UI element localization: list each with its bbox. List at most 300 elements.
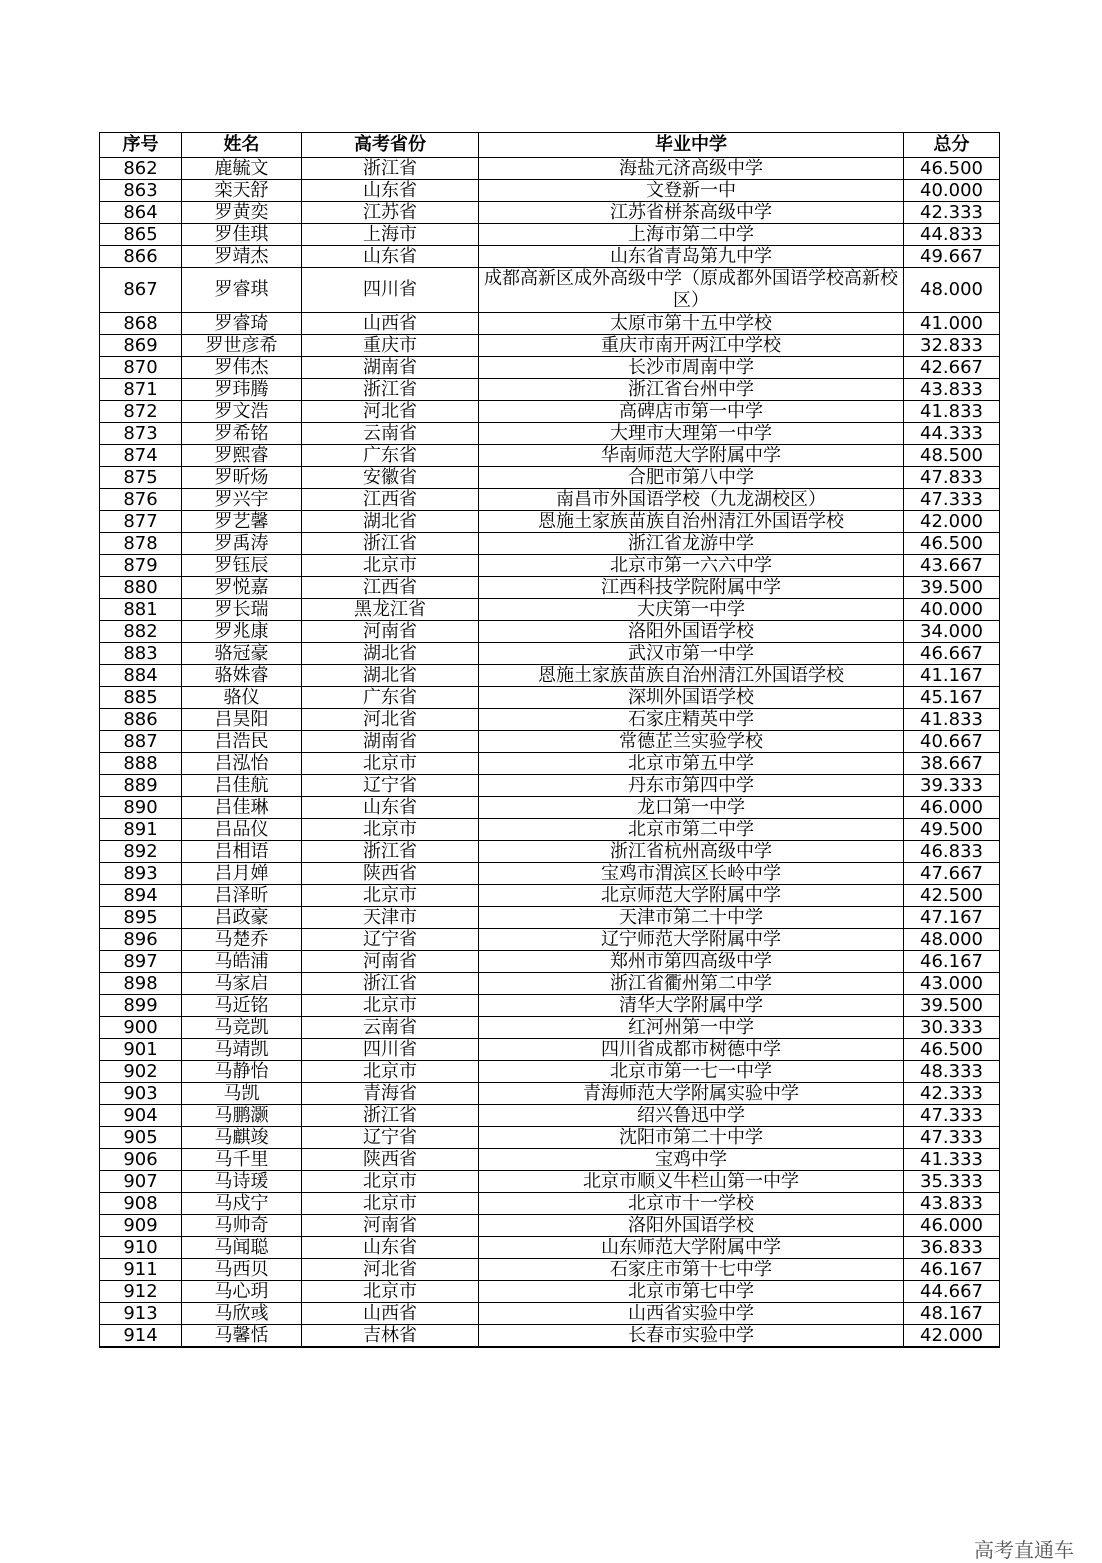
cell-name: 吕昊阳 — [182, 709, 302, 731]
cell-score: 42.333 — [904, 202, 1000, 224]
cell-index: 900 — [100, 1017, 182, 1039]
cell-school: 北京师范大学附属中学 — [479, 885, 904, 907]
cell-index: 870 — [100, 357, 182, 379]
cell-school: 文登新一中 — [479, 180, 904, 202]
cell-name: 罗熙睿 — [182, 445, 302, 467]
cell-school: 山西省实验中学 — [479, 1303, 904, 1325]
cell-school: 青海师范大学附属实验中学 — [479, 1083, 904, 1105]
cell-score: 41.333 — [904, 1149, 1000, 1171]
cell-name: 马家启 — [182, 973, 302, 995]
cell-index: 866 — [100, 246, 182, 268]
table-row — [100, 158, 1000, 180]
cell-name: 罗悦嘉 — [182, 577, 302, 599]
cell-index: 868 — [100, 313, 182, 335]
cell-school: 洛阳外国语学校 — [479, 621, 904, 643]
table-row — [100, 621, 1000, 643]
cell-name: 吕浩民 — [182, 731, 302, 753]
cell-score: 46.167 — [904, 1259, 1000, 1281]
cell-province: 河北省 — [302, 401, 479, 423]
cell-index: 879 — [100, 555, 182, 577]
cell-index: 880 — [100, 577, 182, 599]
cell-score: 30.333 — [904, 1017, 1000, 1039]
table-row — [100, 863, 1000, 885]
cell-school: 武汉市第一中学 — [479, 643, 904, 665]
cell-school: 北京市顺义牛栏山第一中学 — [479, 1171, 904, 1193]
cell-score: 40.000 — [904, 180, 1000, 202]
header-school: 毕业中学 — [479, 133, 904, 158]
table-row — [100, 445, 1000, 467]
cell-province: 河南省 — [302, 951, 479, 973]
cell-score: 46.167 — [904, 951, 1000, 973]
cell-score: 47.333 — [904, 1105, 1000, 1127]
cell-score: 46.500 — [904, 1039, 1000, 1061]
cell-name: 马心玥 — [182, 1281, 302, 1303]
cell-school: 浙江省杭州高级中学 — [479, 841, 904, 863]
cell-school: 北京市第一六六中学 — [479, 555, 904, 577]
cell-province: 吉林省 — [302, 1325, 479, 1348]
table-row — [100, 1061, 1000, 1083]
cell-province: 青海省 — [302, 1083, 479, 1105]
cell-score: 40.000 — [904, 599, 1000, 621]
cell-school: 四川省成都市树德中学 — [479, 1039, 904, 1061]
cell-province: 辽宁省 — [302, 929, 479, 951]
cell-index: 867 — [100, 268, 182, 313]
cell-score: 41.167 — [904, 665, 1000, 687]
cell-score: 49.500 — [904, 819, 1000, 841]
cell-name: 吕佳航 — [182, 775, 302, 797]
cell-province: 北京市 — [302, 555, 479, 577]
cell-index: 882 — [100, 621, 182, 643]
table-row — [100, 1259, 1000, 1281]
cell-score: 35.333 — [904, 1171, 1000, 1193]
table-row — [100, 1105, 1000, 1127]
cell-province: 北京市 — [302, 1193, 479, 1215]
cell-school: 北京市第七中学 — [479, 1281, 904, 1303]
cell-school: 浙江省龙游中学 — [479, 533, 904, 555]
cell-school: 清华大学附属中学 — [479, 995, 904, 1017]
cell-province: 北京市 — [302, 819, 479, 841]
cell-province: 四川省 — [302, 268, 479, 313]
cell-name: 吕政豪 — [182, 907, 302, 929]
cell-province: 浙江省 — [302, 158, 479, 180]
cell-province: 湖北省 — [302, 643, 479, 665]
table-row — [100, 224, 1000, 246]
cell-score: 46.833 — [904, 841, 1000, 863]
cell-school: 常德芷兰实验学校 — [479, 731, 904, 753]
cell-score: 49.667 — [904, 246, 1000, 268]
cell-school: 北京市十一学校 — [479, 1193, 904, 1215]
cell-index: 903 — [100, 1083, 182, 1105]
cell-score: 44.333 — [904, 423, 1000, 445]
cell-province: 四川省 — [302, 1039, 479, 1061]
cell-index: 885 — [100, 687, 182, 709]
table-row — [100, 1127, 1000, 1149]
cell-score: 47.833 — [904, 467, 1000, 489]
cell-school: 大庆第一中学 — [479, 599, 904, 621]
cell-province: 陕西省 — [302, 1149, 479, 1171]
cell-name: 马近铭 — [182, 995, 302, 1017]
table-row — [100, 1149, 1000, 1171]
cell-index: 909 — [100, 1215, 182, 1237]
cell-province: 湖北省 — [302, 665, 479, 687]
cell-score: 42.667 — [904, 357, 1000, 379]
cell-school: 龙口第一中学 — [479, 797, 904, 819]
cell-province: 北京市 — [302, 753, 479, 775]
cell-school: 恩施土家族苗族自治州清江外国语学校 — [479, 511, 904, 533]
cell-province: 辽宁省 — [302, 775, 479, 797]
cell-score: 43.833 — [904, 379, 1000, 401]
cell-name: 罗钰辰 — [182, 555, 302, 577]
cell-name: 罗玮腾 — [182, 379, 302, 401]
table-row — [100, 1281, 1000, 1303]
cell-province: 河北省 — [302, 1259, 479, 1281]
cell-name: 骆姝睿 — [182, 665, 302, 687]
table-row — [100, 885, 1000, 907]
cell-name: 罗黄奕 — [182, 202, 302, 224]
cell-province: 浙江省 — [302, 973, 479, 995]
table-row — [100, 665, 1000, 687]
score-table — [99, 132, 1000, 1348]
cell-index: 907 — [100, 1171, 182, 1193]
table-row — [100, 709, 1000, 731]
cell-province: 陕西省 — [302, 863, 479, 885]
cell-index: 912 — [100, 1281, 182, 1303]
cell-province: 江西省 — [302, 577, 479, 599]
cell-index: 873 — [100, 423, 182, 445]
cell-index: 892 — [100, 841, 182, 863]
cell-province: 北京市 — [302, 885, 479, 907]
cell-province: 上海市 — [302, 224, 479, 246]
cell-name: 马闻聪 — [182, 1237, 302, 1259]
table-row — [100, 1017, 1000, 1039]
cell-school: 山东师范大学附属中学 — [479, 1237, 904, 1259]
cell-index: 899 — [100, 995, 182, 1017]
cell-name: 马鹏灏 — [182, 1105, 302, 1127]
table-row — [100, 951, 1000, 973]
cell-name: 吕佳琳 — [182, 797, 302, 819]
table-row — [100, 180, 1000, 202]
table-row — [100, 379, 1000, 401]
cell-province: 河北省 — [302, 709, 479, 731]
cell-province: 江西省 — [302, 489, 479, 511]
cell-index: 898 — [100, 973, 182, 995]
cell-score: 48.333 — [904, 1061, 1000, 1083]
cell-score: 42.333 — [904, 1083, 1000, 1105]
cell-province: 山东省 — [302, 180, 479, 202]
table-row — [100, 907, 1000, 929]
cell-name: 罗希铭 — [182, 423, 302, 445]
cell-province: 北京市 — [302, 1281, 479, 1303]
cell-score: 36.833 — [904, 1237, 1000, 1259]
cell-province: 广东省 — [302, 687, 479, 709]
cell-name: 罗兴宇 — [182, 489, 302, 511]
table-row — [100, 511, 1000, 533]
cell-name: 马竞凯 — [182, 1017, 302, 1039]
cell-index: 894 — [100, 885, 182, 907]
cell-name: 罗兆康 — [182, 621, 302, 643]
table-row — [100, 1039, 1000, 1061]
cell-score: 48.167 — [904, 1303, 1000, 1325]
table-body — [100, 158, 1000, 1348]
cell-index: 871 — [100, 379, 182, 401]
cell-school: 重庆市南开两江中学校 — [479, 335, 904, 357]
cell-index: 869 — [100, 335, 182, 357]
cell-province: 山西省 — [302, 313, 479, 335]
cell-school: 石家庄精英中学 — [479, 709, 904, 731]
cell-school: 沈阳市第二十中学 — [479, 1127, 904, 1149]
cell-name: 马静怡 — [182, 1061, 302, 1083]
cell-name: 马楚乔 — [182, 929, 302, 951]
cell-score: 43.667 — [904, 555, 1000, 577]
cell-name: 马皓浦 — [182, 951, 302, 973]
cell-school: 山东省青岛第九中学 — [479, 246, 904, 268]
cell-province: 浙江省 — [302, 1105, 479, 1127]
table-row — [100, 819, 1000, 841]
cell-school: 宝鸡中学 — [479, 1149, 904, 1171]
table-row — [100, 797, 1000, 819]
cell-index: 865 — [100, 224, 182, 246]
header-index: 序号 — [100, 133, 182, 158]
table-row — [100, 1083, 1000, 1105]
cell-name: 罗禹涛 — [182, 533, 302, 555]
cell-score: 39.500 — [904, 995, 1000, 1017]
cell-index: 875 — [100, 467, 182, 489]
cell-school: 上海市第二中学 — [479, 224, 904, 246]
cell-school: 成都高新区成外高级中学（原成都外国语学校高新校区） — [479, 268, 904, 313]
cell-school: 北京市第一七一中学 — [479, 1061, 904, 1083]
cell-index: 864 — [100, 202, 182, 224]
cell-name: 马诗瑗 — [182, 1171, 302, 1193]
cell-index: 876 — [100, 489, 182, 511]
header-name: 姓名 — [182, 133, 302, 158]
cell-score: 43.833 — [904, 1193, 1000, 1215]
cell-name: 马麒竣 — [182, 1127, 302, 1149]
cell-school: 浙江省衢州第二中学 — [479, 973, 904, 995]
cell-province: 北京市 — [302, 1061, 479, 1083]
table-row — [100, 1303, 1000, 1325]
cell-province: 北京市 — [302, 995, 479, 1017]
cell-name: 吕月婵 — [182, 863, 302, 885]
cell-province: 浙江省 — [302, 841, 479, 863]
cell-province: 湖北省 — [302, 511, 479, 533]
cell-province: 湖南省 — [302, 357, 479, 379]
table-row — [100, 1215, 1000, 1237]
cell-index: 905 — [100, 1127, 182, 1149]
table-row — [100, 533, 1000, 555]
cell-score: 43.000 — [904, 973, 1000, 995]
cell-index: 884 — [100, 665, 182, 687]
cell-score: 38.667 — [904, 753, 1000, 775]
cell-index: 862 — [100, 158, 182, 180]
cell-score: 46.667 — [904, 643, 1000, 665]
cell-school: 北京市第二中学 — [479, 819, 904, 841]
cell-province: 云南省 — [302, 423, 479, 445]
cell-province: 浙江省 — [302, 533, 479, 555]
cell-school: 洛阳外国语学校 — [479, 1215, 904, 1237]
cell-school: 海盐元济高级中学 — [479, 158, 904, 180]
cell-score: 47.333 — [904, 489, 1000, 511]
cell-school: 大理市大理第一中学 — [479, 423, 904, 445]
table-row — [100, 753, 1000, 775]
cell-name: 罗长瑞 — [182, 599, 302, 621]
cell-index: 877 — [100, 511, 182, 533]
cell-name: 罗伟杰 — [182, 357, 302, 379]
cell-province: 山西省 — [302, 1303, 479, 1325]
cell-school: 长沙市周南中学 — [479, 357, 904, 379]
cell-index: 911 — [100, 1259, 182, 1281]
cell-index: 872 — [100, 401, 182, 423]
cell-school: 江苏省栟茶高级中学 — [479, 202, 904, 224]
cell-score: 48.000 — [904, 268, 1000, 313]
cell-score: 40.667 — [904, 731, 1000, 753]
watermark-text: 高考直通车 — [974, 1538, 1074, 1562]
cell-school: 郑州市第四高级中学 — [479, 951, 904, 973]
table-row — [100, 577, 1000, 599]
cell-score: 46.000 — [904, 1215, 1000, 1237]
header-province: 高考省份 — [302, 133, 479, 158]
cell-province: 河南省 — [302, 621, 479, 643]
cell-province: 河南省 — [302, 1215, 479, 1237]
cell-index: 897 — [100, 951, 182, 973]
table-row — [100, 687, 1000, 709]
cell-index: 902 — [100, 1061, 182, 1083]
cell-school: 石家庄市第十七中学 — [479, 1259, 904, 1281]
cell-score: 32.833 — [904, 335, 1000, 357]
cell-index: 904 — [100, 1105, 182, 1127]
table-row — [100, 357, 1000, 379]
cell-index: 908 — [100, 1193, 182, 1215]
cell-name: 马馨恬 — [182, 1325, 302, 1348]
table-row — [100, 973, 1000, 995]
cell-province: 山东省 — [302, 1237, 479, 1259]
cell-name: 吕泓怡 — [182, 753, 302, 775]
cell-province: 湖南省 — [302, 731, 479, 753]
cell-index: 913 — [100, 1303, 182, 1325]
cell-index: 874 — [100, 445, 182, 467]
table-row — [100, 775, 1000, 797]
cell-score: 41.833 — [904, 401, 1000, 423]
cell-score: 41.000 — [904, 313, 1000, 335]
cell-index: 878 — [100, 533, 182, 555]
table-row — [100, 246, 1000, 268]
cell-score: 39.500 — [904, 577, 1000, 599]
cell-name: 吕相语 — [182, 841, 302, 863]
table-row — [100, 731, 1000, 753]
cell-index: 910 — [100, 1237, 182, 1259]
table-row — [100, 401, 1000, 423]
cell-name: 罗睿琦 — [182, 313, 302, 335]
cell-index: 881 — [100, 599, 182, 621]
cell-name: 罗文浩 — [182, 401, 302, 423]
cell-school: 红河州第一中学 — [479, 1017, 904, 1039]
cell-name: 骆仪 — [182, 687, 302, 709]
cell-school: 南昌市外国语学校（九龙湖校区） — [479, 489, 904, 511]
cell-index: 863 — [100, 180, 182, 202]
cell-index: 887 — [100, 731, 182, 753]
table-row — [100, 841, 1000, 863]
cell-name: 吕泽昕 — [182, 885, 302, 907]
cell-index: 906 — [100, 1149, 182, 1171]
cell-index: 889 — [100, 775, 182, 797]
cell-score: 48.500 — [904, 445, 1000, 467]
cell-name: 骆冠豪 — [182, 643, 302, 665]
cell-province: 江苏省 — [302, 202, 479, 224]
header-score: 总分 — [904, 133, 1000, 158]
table-row — [100, 423, 1000, 445]
cell-score: 46.500 — [904, 158, 1000, 180]
cell-name: 罗佳琪 — [182, 224, 302, 246]
cell-name: 马靖凯 — [182, 1039, 302, 1061]
cell-province: 安徽省 — [302, 467, 479, 489]
cell-score: 46.500 — [904, 533, 1000, 555]
table-row — [100, 643, 1000, 665]
cell-score: 45.167 — [904, 687, 1000, 709]
table-row — [100, 1193, 1000, 1215]
cell-score: 44.833 — [904, 224, 1000, 246]
cell-name: 马戍宁 — [182, 1193, 302, 1215]
cell-score: 42.000 — [904, 511, 1000, 533]
table-row — [100, 1325, 1000, 1348]
cell-score: 47.333 — [904, 1127, 1000, 1149]
cell-name: 吕品仪 — [182, 819, 302, 841]
cell-index: 891 — [100, 819, 182, 841]
table-row — [100, 929, 1000, 951]
cell-school: 江西科技学院附属中学 — [479, 577, 904, 599]
cell-score: 47.667 — [904, 863, 1000, 885]
cell-score: 47.167 — [904, 907, 1000, 929]
cell-index: 890 — [100, 797, 182, 819]
cell-index: 901 — [100, 1039, 182, 1061]
cell-province: 浙江省 — [302, 379, 479, 401]
table-row — [100, 268, 1000, 313]
cell-school: 太原市第十五中学校 — [479, 313, 904, 335]
cell-province: 广东省 — [302, 445, 479, 467]
table-row — [100, 1171, 1000, 1193]
cell-school: 华南师范大学附属中学 — [479, 445, 904, 467]
table-row — [100, 335, 1000, 357]
cell-school: 长春市实验中学 — [479, 1325, 904, 1348]
cell-index: 893 — [100, 863, 182, 885]
cell-province: 重庆市 — [302, 335, 479, 357]
table-row — [100, 467, 1000, 489]
cell-school: 高碑店市第一中学 — [479, 401, 904, 423]
cell-province: 云南省 — [302, 1017, 479, 1039]
table-row — [100, 599, 1000, 621]
cell-score: 46.000 — [904, 797, 1000, 819]
cell-province: 北京市 — [302, 1171, 479, 1193]
cell-name: 栾天舒 — [182, 180, 302, 202]
table-row — [100, 313, 1000, 335]
cell-province: 山东省 — [302, 246, 479, 268]
cell-score: 39.333 — [904, 775, 1000, 797]
cell-index: 914 — [100, 1325, 182, 1348]
cell-school: 天津市第二十中学 — [479, 907, 904, 929]
cell-school: 丹东市第四中学 — [479, 775, 904, 797]
table-row — [100, 1237, 1000, 1259]
cell-school: 合肥市第八中学 — [479, 467, 904, 489]
cell-province: 天津市 — [302, 907, 479, 929]
cell-index: 886 — [100, 709, 182, 731]
cell-school: 辽宁师范大学附属中学 — [479, 929, 904, 951]
cell-name: 马欣彧 — [182, 1303, 302, 1325]
cell-name: 罗世彦希 — [182, 335, 302, 357]
table-row — [100, 555, 1000, 577]
cell-score: 42.500 — [904, 885, 1000, 907]
cell-province: 山东省 — [302, 797, 479, 819]
cell-school: 深圳外国语学校 — [479, 687, 904, 709]
cell-index: 895 — [100, 907, 182, 929]
cell-school: 恩施土家族苗族自治州清江外国语学校 — [479, 665, 904, 687]
